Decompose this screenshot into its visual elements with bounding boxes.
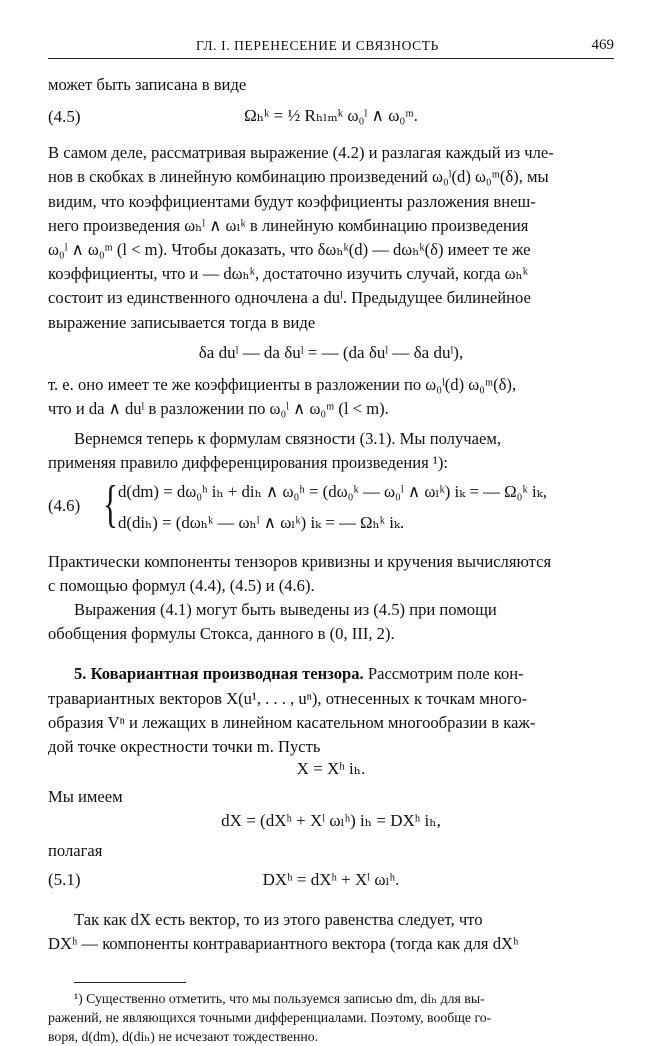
equation-4-5 (48, 97, 614, 137)
footnote-rule (74, 982, 186, 983)
equation-bilinear (48, 335, 614, 373)
text-line: Мы имеем (48, 787, 123, 807)
text-line: Выражения (4.1) могут быть выведены из (4.5) при помощи (74, 600, 497, 620)
text-line: DXʰ — компоненты контравариантного вектора (тогда как для dXʰ (48, 933, 519, 953)
equation-body: Ωₕᵏ = ½ Rₕₗₘᵏ ω₀ˡ ∧ ω₀ᵐ. (244, 106, 418, 126)
text-line: нов в скобках в линейную комбинацию произведений ω₀ˡ(d) ω₀ᵐ(δ), мы (48, 167, 549, 187)
equation-body: DXʰ = dXʰ + Xˡ ωₗʰ. (262, 869, 400, 889)
text-line: т. е. оно имеет те же коэффициенты в разложении по ω₀ˡ(d) ω₀ᵐ(δ), (48, 374, 517, 394)
text-line: применяя правило дифференцирования произведения ¹): (48, 453, 448, 473)
equation-row: d(diₕ) = (dωₕᵏ — ωₕˡ ∧ ωₗᵏ) iₖ = — Ωₕᵏ iₖ. (118, 512, 405, 532)
footnote-line: ражений, не являющихся точными дифференциалами. Поэтому, вообще го- (48, 1010, 492, 1026)
paragraph (48, 908, 614, 956)
paragraph (48, 141, 614, 335)
text-line: Так как dX есть вектор, то из этого равенства следует, что (74, 909, 483, 929)
equation-body: δa duˡ — da δuˡ = — (da δuˡ — δa duˡ), (198, 342, 464, 362)
footnote (48, 989, 614, 1046)
text-line: Практически компоненты тензоров кривизны и кручения вычисляются (48, 551, 552, 571)
text-line: В самом деле, рассматривая выражение (4.2) и разлагая каждый из чле- (48, 143, 554, 163)
equation-label: (5.1) (48, 869, 81, 889)
paragraph (48, 550, 614, 598)
section-5 (48, 662, 614, 759)
footnote-line: ¹) Существенно отметить, что мы пользуемся записью dm, diₕ для вы- (74, 991, 485, 1007)
text-run: Рассмотрим поле кон- (363, 664, 524, 684)
chapter-title: ГЛ. I. ПЕРЕНЕСЕНИЕ И СВЯЗНОСТЬ (196, 38, 439, 53)
equation-label: (4.5) (48, 107, 81, 127)
equation-row: d(dm) = dω₀ʰ iₕ + diₕ ∧ ω₀ʰ = (dω₀ᵏ — ω₀ˡ ∧ ωₗᵏ) iₖ = — Ω₀ᵏ iₖ, (118, 481, 547, 501)
text-line: ω₀ˡ ∧ ω₀ᵐ (l < m). Чтобы доказать, что δωₕᵏ(d) — dωₕᵏ(δ) имеет те же (48, 240, 531, 260)
text-line: что и da ∧ duˡ в разложении по ω₀ˡ ∧ ω₀ᵐ (l < m). (48, 399, 389, 419)
section-heading: 5. Ковариантная производная тензора. (74, 664, 364, 684)
text-line: дой точке окрестности точки m. Пусть (48, 737, 321, 757)
equation-X (48, 759, 614, 785)
text-line: Вернемся теперь к формулам связности (3.1). Мы получаем, (74, 429, 501, 449)
paragraph (48, 427, 614, 475)
book-page (48, 34, 614, 1046)
text-line: состоит из единственного одночлена a duˡ. Предыдущее билинейное (48, 288, 531, 308)
paragraph (48, 373, 614, 421)
equation-4-6 (48, 476, 614, 542)
footnote-line: воря, d(dm), d(diₕ) не исчезают тождественно. (48, 1029, 319, 1045)
text-line: полагая (48, 841, 103, 861)
brace-symbol: { (102, 475, 118, 533)
running-header (48, 34, 614, 59)
text-line: травариантных векторов X(u¹, . . . , uⁿ), отнесенных к точкам много- (48, 688, 528, 708)
equation-body: dX = (dXʰ + Xˡ ωₗʰ) iₕ = DXʰ iₕ, (221, 811, 441, 831)
intro-line: может быть записана в виде (48, 75, 247, 94)
text-line: с помощью формул (4.4), (4.5) и (4.6). (48, 575, 315, 595)
text-line: выражение записывается тогда в виде (48, 312, 316, 332)
page-number: 469 (591, 37, 614, 53)
text-line (48, 662, 614, 686)
text-line: обобщения формулы Стокса, данного в (0, III, 2). (48, 624, 395, 644)
text-line: коэффициенты, что и — dωₕᵏ, достаточно изучить случай, когда ωₕᵏ (48, 264, 528, 284)
equation-dX (48, 809, 614, 839)
paragraph (48, 598, 614, 646)
equation-5-1 (48, 864, 614, 900)
equation-body: X = Xʰ iₕ. (296, 759, 366, 779)
text-line: видим, что коэффициентами будут коэффициенты разложения внеш- (48, 191, 536, 211)
equation-label: (4.6) (48, 495, 81, 515)
text-line: него произведения ωₕˡ ∧ ωₗᵏ в линейную комбинацию произведения (48, 215, 529, 235)
text-line: образия Vⁿ и лежащих в линейном касательном многообразии в каж- (48, 712, 536, 732)
